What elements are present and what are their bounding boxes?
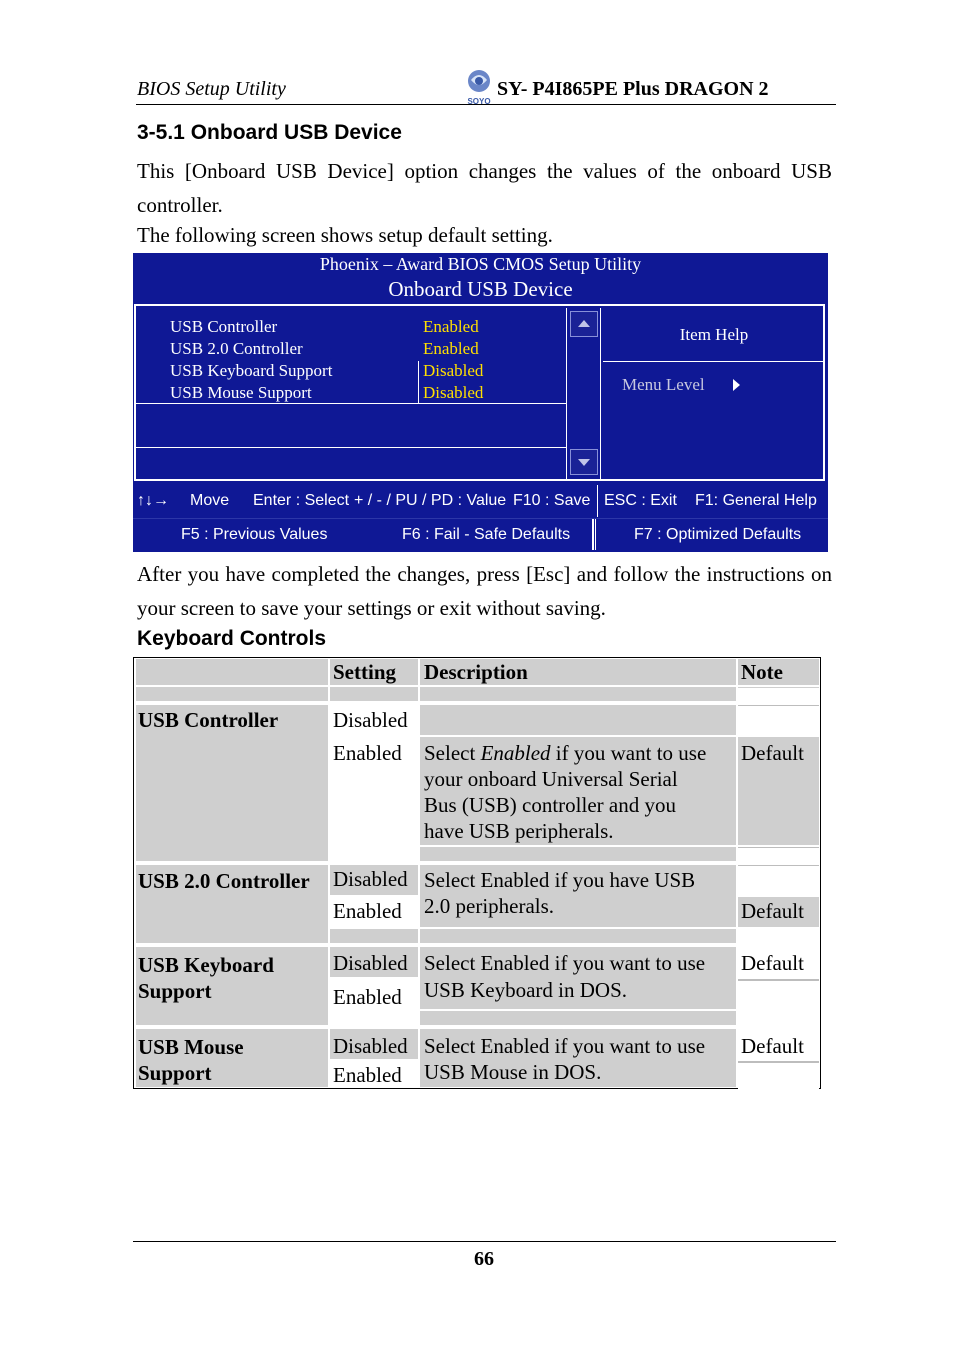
bios-divider [418, 361, 419, 403]
menu-level-label: Menu Level [622, 375, 705, 394]
kbd-enabled: Enabled [333, 985, 402, 1009]
usb20-note: Default [741, 899, 804, 923]
bios-screen [133, 253, 828, 552]
kbd-disabled: Disabled [333, 951, 408, 975]
bios-divider [603, 361, 825, 362]
key-f6: F6 : Fail - Safe Defaults [402, 526, 571, 543]
triangle-right-icon [733, 379, 740, 391]
table-cell [330, 687, 418, 701]
table-cell [420, 847, 736, 861]
arrow-up-icon [571, 312, 597, 336]
keyboard-controls-table [133, 657, 821, 1089]
key-f7: F7 : Optimized Defaults [634, 526, 802, 543]
usb-controller-desc-line: Bus (USB) controller and you [424, 793, 676, 817]
move-arrows-icon: ↑↓→ [137, 492, 169, 509]
bios-divider [566, 308, 567, 479]
key-move: Move [190, 492, 230, 509]
logo-text: SOYO [467, 97, 491, 106]
footer-rule [133, 1241, 836, 1242]
table-cell [738, 929, 819, 943]
header-note: Note [741, 660, 783, 684]
bios-option-value[interactable]: Disabled [423, 383, 484, 402]
bios-option-label[interactable]: USB Keyboard Support [170, 361, 333, 380]
table-cell [420, 1011, 736, 1025]
mouse-name-line: Support [138, 1061, 212, 1085]
usb20-enabled: Enabled [333, 899, 402, 923]
table-cell [136, 659, 328, 685]
bios-divider [595, 519, 596, 550]
bios-divider [592, 519, 594, 550]
bios-option-value[interactable]: Enabled [423, 339, 479, 358]
header-setting: Setting [333, 660, 396, 684]
table-cell [330, 847, 418, 861]
bios-divider [133, 518, 828, 519]
header-left-title: BIOS Setup Utility [137, 78, 286, 100]
section-title: 3-5.1 Onboard USB Device [137, 121, 402, 144]
table-cell [420, 929, 736, 943]
usb-controller-desc-line: have USB peripherals. [424, 819, 614, 843]
usb-controller-desc-line: your onboard Universal Serial [424, 767, 678, 791]
soyo-logo [462, 68, 496, 106]
table-cell [136, 687, 328, 701]
usb20-name: USB 2.0 Controller [138, 869, 310, 893]
table-cell [738, 1061, 819, 1089]
scroll-down-button[interactable] [570, 449, 598, 475]
keyboard-controls-title: Keyboard Controls [137, 627, 327, 650]
item-help-label: Item Help [679, 325, 749, 344]
intro-paragraph: This [Onboard USB Device] option changes the values of the onboard USB controller. [137, 159, 832, 217]
kbd-note: Default [741, 951, 804, 975]
table-cell [738, 705, 819, 736]
table-cell [738, 979, 819, 1011]
bios-divider [136, 447, 566, 448]
bios-option-label[interactable]: USB Mouse Support [170, 383, 312, 402]
bios-option-label[interactable]: USB Controller [170, 317, 278, 336]
arrow-down-icon [571, 450, 597, 474]
kbd-desc-line: Select Enabled if you want to use [424, 951, 706, 975]
key-esc: ESC : Exit [604, 492, 677, 509]
key-f10: F10 : Save [513, 492, 591, 509]
usb-controller-name: USB Controller [138, 708, 279, 732]
kbd-name-line: USB Keyboard [138, 953, 274, 977]
intro-paragraph-2: The following screen shows setup default setting. [137, 223, 553, 247]
usb20-disabled: Disabled [333, 867, 408, 891]
usb-controller-disabled: Disabled [333, 708, 408, 732]
kbd-desc-line: USB Keyboard in DOS. [424, 978, 627, 1002]
usb20-desc-line: Select Enabled if you have USB [424, 868, 696, 892]
mouse-desc-line: Select Enabled if you want to use [424, 1034, 706, 1058]
header-rule [136, 104, 836, 105]
header-right-title: SY- P4I865PE Plus DRAGON 2 [497, 78, 769, 100]
bios-option-value[interactable]: Enabled [423, 317, 479, 336]
usb-controller-note: Default [741, 741, 804, 765]
bios-divider [600, 308, 601, 479]
mouse-desc-line: USB Mouse in DOS. [424, 1060, 602, 1084]
table-cell [420, 705, 736, 735]
bios-option-value[interactable]: Disabled [423, 361, 484, 380]
table-cell [420, 687, 736, 701]
table-cell [330, 1011, 418, 1025]
bios-option-label[interactable]: USB 2.0 Controller [170, 339, 303, 358]
mouse-disabled: Disabled [333, 1034, 408, 1058]
mouse-enabled: Enabled [333, 1063, 402, 1087]
after-paragraph: After you have completed the changes, press [Esc] and follow the instructions on your screen to save your settings or exit without saving. [137, 562, 832, 620]
table-cell [738, 1011, 819, 1025]
page-number: 66 [474, 1248, 494, 1270]
table-cell [738, 847, 819, 862]
mouse-name-line: USB Mouse [138, 1035, 244, 1059]
key-value: + / - / PU / PD : Value [354, 492, 507, 509]
header-description: Description [424, 660, 528, 684]
scroll-up-button[interactable] [570, 311, 598, 337]
table-cell [738, 687, 819, 702]
usb-controller-enabled: Enabled [333, 741, 402, 765]
bios-subtitle: Onboard USB Device [388, 277, 573, 301]
key-enter: Enter : Select [253, 492, 350, 509]
key-f5: F5 : Previous Values [181, 526, 328, 543]
key-f1: F1: General Help [695, 492, 817, 509]
table-cell [330, 929, 418, 943]
usb-controller-desc-line: Select Enabled if you want to use [424, 741, 707, 765]
bios-divider [136, 403, 566, 404]
bios-divider [597, 485, 598, 517]
mouse-note: Default [741, 1034, 804, 1058]
bios-title: Phoenix – Award BIOS CMOS Setup Utility [319, 254, 642, 274]
table-cell [738, 865, 819, 896]
kbd-name-line: Support [138, 979, 212, 1003]
usb20-desc-line: 2.0 peripherals. [424, 894, 555, 918]
